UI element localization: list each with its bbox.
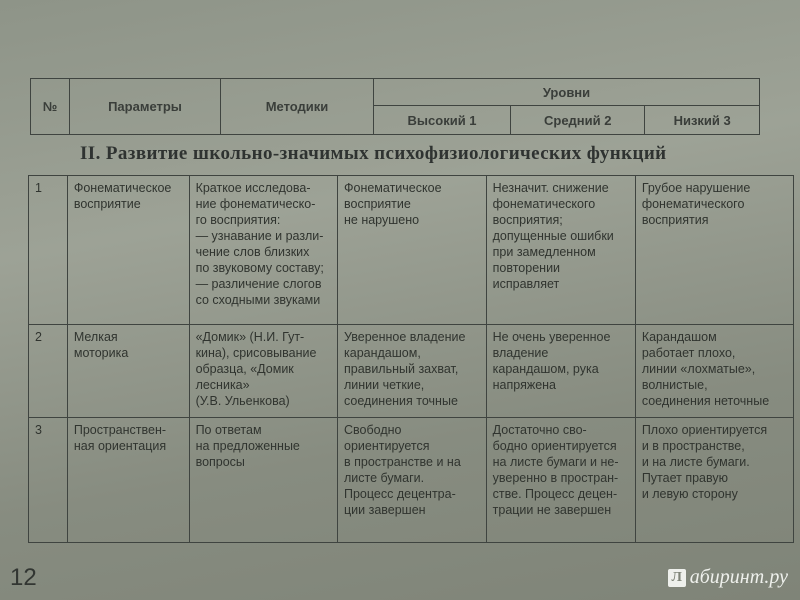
header-levels: Уровни [374, 79, 760, 106]
row-level-middle: Не очень уверенное владение карандашом, рука напряжена [486, 325, 635, 418]
row-level-low: Грубое нарушение фонематического восприятия [635, 176, 793, 325]
row-param: Фонематическое восприятие [67, 176, 189, 325]
labirint-logo-icon: Л [668, 569, 686, 587]
functions-table [28, 175, 794, 543]
row-num: 1 [29, 176, 68, 325]
header-level-middle: Средний 2 [511, 106, 645, 135]
row-param: Пространствен- ная ориентация [67, 418, 189, 543]
header-params: Параметры [70, 79, 221, 135]
row-level-low: Карандашом работает плохо, линии «лохматые», волнистые, соединения неточные [635, 325, 793, 418]
table-row [29, 325, 794, 418]
table-row [29, 176, 794, 325]
header-num: № [31, 79, 70, 135]
row-level-middle: Незначит. снижение фонематического восприятия; допущенные ошибки при замедленном повторении исправляет [486, 176, 635, 325]
header-methods: Методики [221, 79, 374, 135]
row-level-high: Фонематическое восприятие не нарушено [338, 176, 487, 325]
row-level-low: Плохо ориентируется и в пространстве, и на листе бумаги. Путает правую и левую сторону [635, 418, 793, 543]
row-param: Мелкая моторика [67, 325, 189, 418]
row-num: 2 [29, 325, 68, 418]
row-level-middle: Достаточно сво- бодно ориентируется на листе бумаги и не- уверенно в простран- стве. Процесс децен- трации не завершен [486, 418, 635, 543]
labirint-watermark [668, 566, 788, 589]
row-level-high: Свободно ориентируется в пространстве и на листе бумаги. Процесс децентра- ции завершен [338, 418, 487, 543]
row-method: По ответам на предложенные вопросы [189, 418, 337, 543]
row-num: 3 [29, 418, 68, 543]
header-table [30, 78, 760, 135]
row-method: «Домик» (Н.И. Гут- кина), срисовывание образца, «Домик лесника» (У.В. Ульенкова) [189, 325, 337, 418]
page-number: 12 [10, 564, 37, 591]
watermark-text: абиринт.ру [689, 566, 788, 588]
section-title: II. Развитие школьно-значимых психофизиологических функций [80, 143, 667, 164]
table-row [29, 418, 794, 543]
row-method: Краткое исследова- ние фонематическо- го восприятия: — узнавание и разли- чение слов близких по звуковому составу; — различение слогов со сходными звуками [189, 176, 337, 325]
header-level-low: Низкий 3 [645, 106, 760, 135]
header-level-high: Высокий 1 [374, 106, 511, 135]
row-level-high: Уверенное владение карандашом, правильный захват, линии четкие, соединения точные [338, 325, 487, 418]
